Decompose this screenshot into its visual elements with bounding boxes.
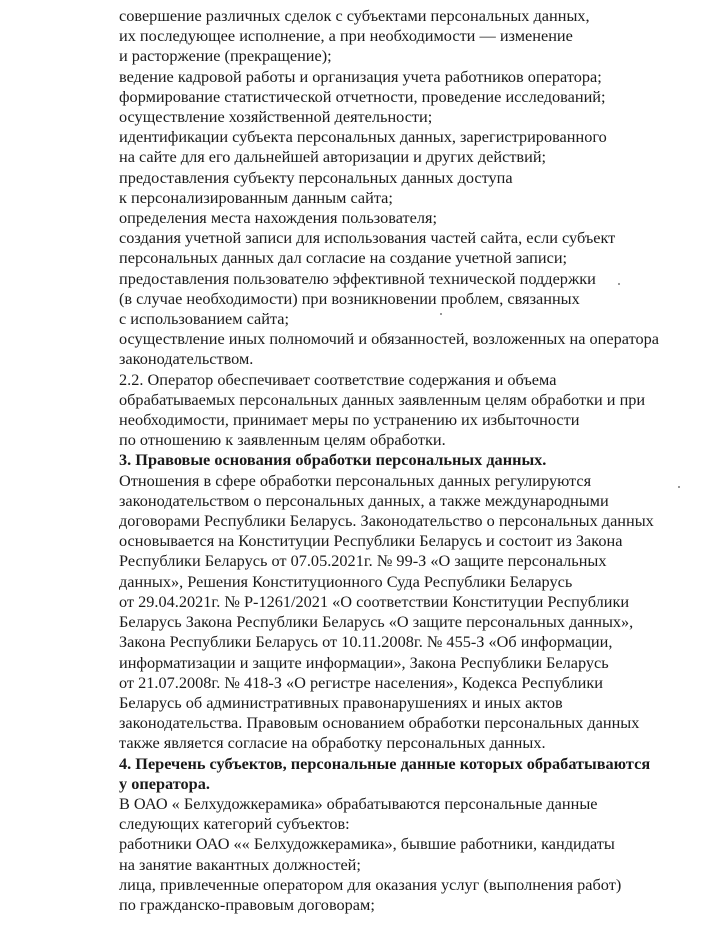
section-heading-line: у оператора. <box>119 773 210 793</box>
text-line: работники ОАО «« Белхудожкерамика», бывшие работники, кандидаты <box>119 834 615 854</box>
text-line: В ОАО « Белхудожкерамика» обрабатываются персональные данные <box>119 793 598 813</box>
text-line: законодательством о персональных данных, а также международными <box>119 490 609 510</box>
text-line: лица, привлеченные оператором для оказания услуг (выполнения работ) <box>119 874 622 894</box>
text-line: создания учетной записи для использования частей сайта, если субъект <box>119 228 616 248</box>
text-line: формирование статистической отчетности, проведение исследований; <box>119 86 606 106</box>
text-line: Отношения в сфере обработки персональных данных регулируются <box>119 470 592 490</box>
text-line: 2.2. Оператор обеспечивает соответствие содержания и объема <box>119 369 557 389</box>
text-line: к персонализированным данным сайта; <box>119 187 393 207</box>
section-heading-line: 3. Правовые основания обработки персональных данных. <box>119 450 547 470</box>
text-line: персональных данных дал согласие на создание учетной записи; <box>119 248 568 268</box>
document-body <box>119 6 694 915</box>
text-line: осуществление хозяйственной деятельности; <box>119 107 433 127</box>
text-line: и расторжение (прекращение); <box>119 46 332 66</box>
text-line: идентификации субъекта персональных данных, зарегистрированного <box>119 127 607 147</box>
text-line: следующих категорий субъектов: <box>119 814 350 834</box>
text-line: на занятие вакантных должностей; <box>119 854 361 874</box>
text-line: совершение различных сделок с субъектами персональных данных, <box>119 6 590 25</box>
scan-speck <box>440 313 442 315</box>
text-line: законодательства. Правовым основанием обработки персональных данных <box>119 713 640 733</box>
text-line: ведение кадровой работы и организация учета работников оператора; <box>119 66 602 86</box>
text-line: определения места нахождения пользователя; <box>119 208 437 228</box>
text-line: предоставления пользователю эффективной технической поддержки <box>119 268 596 288</box>
text-line: от 21.07.2008г. № 418-З «О регистре населения», Кодекса Республики <box>119 672 604 692</box>
text-line: с использованием сайта; <box>119 309 290 329</box>
text-line: на сайте для его дальнейшей авторизации и других действий; <box>119 147 547 167</box>
text-line: осуществление иных полномочий и обязанностей, возложенных на оператора <box>119 329 659 349</box>
text-line: законодательством. <box>119 349 254 369</box>
text-line: (в случае необходимости) при возникновении проблем, связанных <box>119 288 580 308</box>
text-line: предоставления субъекту персональных данных доступа <box>119 167 513 187</box>
text-line: данных», Решения Конституционного Суда Республики Беларусь <box>119 571 573 591</box>
text-line: Закона Республики Беларусь от 10.11.2008г. № 455-З «Об информации, <box>119 632 613 652</box>
text-line: Республики Беларусь от 07.05.2021г. № 99-З «О защите персональных <box>119 551 607 571</box>
text-line: договорами Республики Беларусь. Законодательство о персональных данных <box>119 511 654 531</box>
section-heading-line: 4. Перечень субъектов, персональные данные которых обрабатываются <box>119 753 651 773</box>
text-line: по отношению к заявленным целям обработки. <box>119 430 446 450</box>
text-line: Беларусь об административных правонарушениях и иных актов <box>119 692 563 712</box>
text-line: обрабатываемых персональных данных заявленным целям обработки и при <box>119 389 646 409</box>
scan-speck <box>678 486 680 488</box>
text-line: основывается на Конституции Республики Беларусь и состоит из Закона <box>119 531 623 551</box>
text-line: от 29.04.2021г. № Р-1261/2021 «О соответствии Конституции Республики <box>119 591 630 611</box>
text-line: Беларусь Закона Республики Беларусь «О защите персональных данных», <box>119 612 634 632</box>
text-line: также является согласие на обработку персональных данных. <box>119 733 546 753</box>
text-line: их последующее исполнение, а при необходимости — изменение <box>119 26 573 46</box>
text-line: по гражданско-правовым договорам; <box>119 894 375 914</box>
scan-speck <box>618 283 620 285</box>
text-line: информатизации и защите информации», Закона Республики Беларусь <box>119 652 609 672</box>
text-line: необходимости, принимает меры по устранению их избыточности <box>119 410 580 430</box>
